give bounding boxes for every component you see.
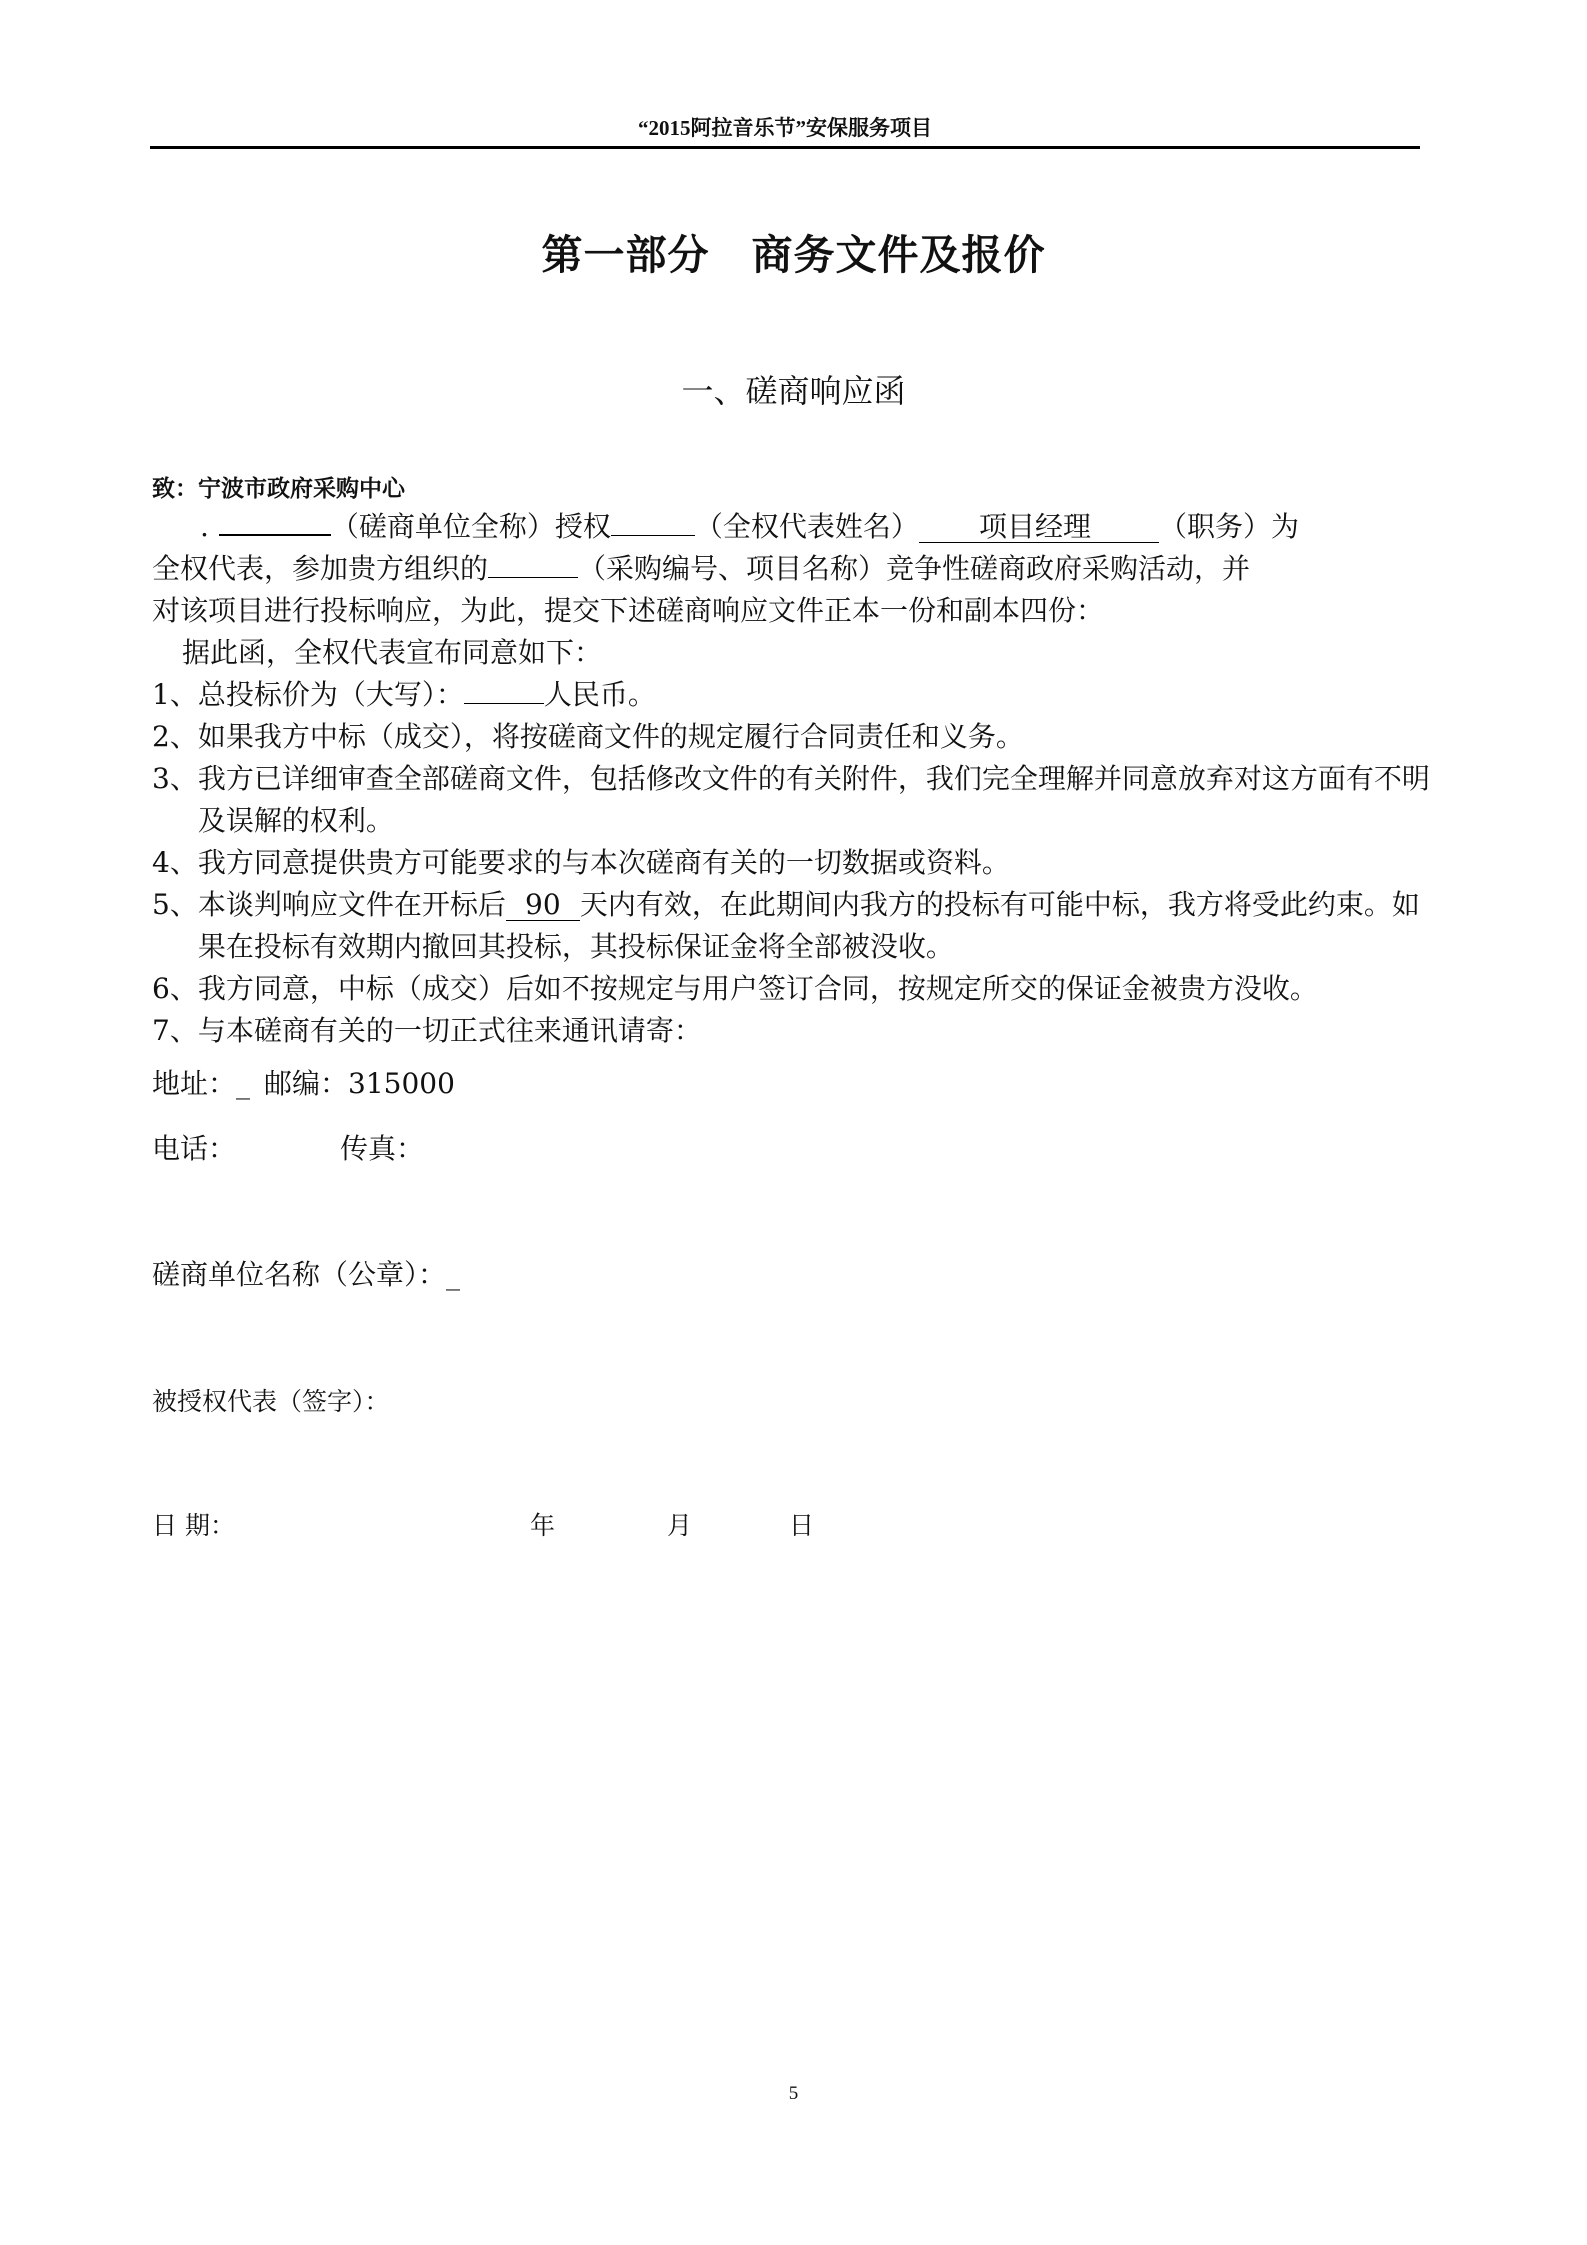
item-5-pre: 本谈判响应文件在开标后 (197, 888, 506, 921)
intro-line-3: 对该项目进行投标响应，为此，提交下述磋商响应文件正本一份和副本四份： (152, 594, 1105, 627)
item-5-post: 天内有效，在此期间内我方的投标有可能中标，我方将受此约束。如果在投标有效期内撤回其投标，其投标保证金将全部被没收。 (197, 888, 1420, 963)
fax-label: 传真： (340, 1132, 425, 1165)
intro-line-1 (152, 506, 1442, 548)
unit-name-blank (219, 534, 331, 536)
part-number: 第一部分 (541, 231, 710, 279)
item-number: 5、 (152, 888, 198, 921)
phone-label: 电话： (152, 1132, 237, 1165)
item-number: 2、 (152, 720, 198, 753)
item-text: 我方同意提供贵方可能要求的与本次磋商有关的一切数据或资料。 (197, 846, 1010, 879)
item-text (198, 674, 1442, 716)
part-name: 商务文件及报价 (751, 231, 1046, 279)
rep-name-blank (611, 535, 695, 536)
authorized-rep-line (152, 1382, 390, 1418)
item-number: 3、 (152, 762, 198, 795)
running-header: “2015阿拉音乐节”安保服务项目 (638, 116, 932, 140)
position-blank (919, 512, 1159, 543)
intro-line-4: 据此函，全权代表宣布同意如下： (182, 636, 603, 669)
list-item (152, 1010, 1442, 1052)
date-day: 日 (789, 1511, 815, 1540)
date-year: 年 (530, 1511, 556, 1540)
rep-name-label: （全权代表姓名） (694, 510, 919, 543)
address-value: _ (236, 1067, 251, 1100)
company-value: _ (446, 1258, 461, 1291)
letter-intro (152, 506, 1442, 1052)
list-item (152, 758, 1442, 842)
postcode-label: 邮编： (264, 1067, 349, 1100)
unit-label: （磋商单位全称）授权 (330, 510, 611, 543)
date-line (152, 1506, 815, 1542)
header-rule (150, 146, 1420, 149)
position-label: （职务）为 (1158, 510, 1299, 543)
page-number: 5 (788, 2083, 799, 2104)
company-label: 磋商单位名称（公章）： (152, 1258, 447, 1291)
address-label: 地址： (152, 1067, 237, 1100)
procurement-blank (488, 577, 578, 578)
list-item (152, 968, 1442, 1010)
item-text (198, 884, 1442, 968)
position-value: 项目经理 (978, 510, 1091, 543)
date-label: 日 期： (152, 1511, 235, 1540)
intro-line-2-start: 全权代表，参加贵方组织的 (152, 552, 489, 585)
intro-dot: . (200, 510, 209, 543)
item-text: 我方同意，中标（成交）后如不按规定与用户签订合同，按规定所交的保证金被贵方没收。 (197, 972, 1318, 1005)
item-number: 4、 (152, 846, 198, 879)
intro-line-2 (152, 548, 1442, 590)
item-number: 1、 (152, 678, 198, 711)
list-item (152, 716, 1442, 758)
total-price-blank (464, 703, 544, 704)
item-number: 6、 (152, 972, 198, 1005)
authorized-rep-label: 被授权代表（签字）： (152, 1387, 390, 1416)
section-title: 一、磋商响应函 (681, 372, 906, 410)
address-line (152, 1062, 455, 1102)
item-1-pre: 总投标价为（大写）： (197, 678, 464, 711)
item-text: 我方已详细审查全部磋商文件，包括修改文件的有关附件，我们完全理解并同意放弃对这方面有不明及误解的权利。 (197, 762, 1430, 837)
item-text: 如果我方中标（成交），将按磋商文件的规定履行合同责任和义务。 (197, 720, 1024, 753)
list-item (152, 674, 1442, 716)
item-1-post: 人民币。 (543, 678, 656, 711)
item-number: 7、 (152, 1014, 198, 1047)
item-text: 与本磋商有关的一切正式往来通讯请寄： (197, 1014, 702, 1047)
salutation: 致：宁波市政府采购中心 (152, 475, 405, 502)
validity-days (506, 890, 580, 921)
intro-line-2-end: （采购编号、项目名称）竞争性磋商政府采购活动，并 (578, 552, 1251, 585)
postcode-value: 315000 (348, 1067, 455, 1100)
phone-fax-line (152, 1127, 424, 1167)
company-seal-line (152, 1253, 460, 1293)
list-item (152, 884, 1442, 968)
part-title (0, 222, 1587, 281)
list-item (152, 842, 1442, 884)
date-month: 月 (667, 1511, 693, 1540)
validity-days-value: 90 (525, 888, 561, 921)
